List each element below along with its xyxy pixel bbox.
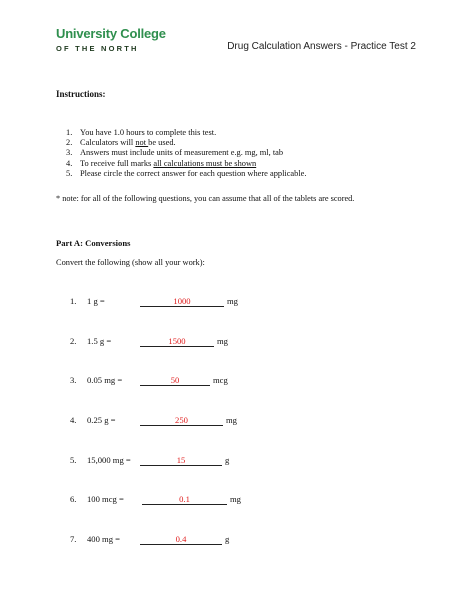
question-expression: 1.5 g = (87, 336, 112, 346)
answer-blank: 0.4 (140, 534, 222, 545)
instruction-text: Calculators will not be used. (80, 138, 176, 148)
instruction-item-1 (66, 128, 306, 138)
instruction-text: To receive full marks all calculations must be shown (80, 158, 257, 168)
question-number: 6. (70, 494, 77, 504)
answer-unit: g (225, 534, 230, 544)
answer-unit: g (225, 455, 230, 465)
instruction-text: Answers must include units of measurement e.g. mg, ml, tab (80, 148, 284, 158)
answer-blank: 250 (140, 415, 223, 426)
question-number: 2. (70, 336, 77, 346)
question-number: 1. (70, 296, 77, 306)
answer-blank: 50 (140, 375, 210, 386)
tablets-note: * note: for all of the following questions, you can assume that all of the tablets are scored. (56, 194, 355, 203)
instruction-item-5 (66, 169, 306, 179)
instruction-item-2 (66, 138, 306, 148)
question-number: 3. (70, 375, 77, 385)
instruction-number: 4. (66, 158, 73, 168)
instruction-number: 5. (66, 168, 73, 178)
question-expression: 400 mg = (87, 534, 121, 544)
logo-line-1: University College (56, 26, 166, 41)
instruction-text: Please circle the correct answer for each question where applicable. (80, 168, 307, 178)
answer-blank: 0.1 (142, 494, 227, 505)
question-expression: 15,000 mg = (87, 455, 131, 465)
question-number: 5. (70, 455, 77, 465)
answer-unit: mg (217, 336, 228, 346)
question-expression: 100 mcg = (87, 494, 124, 504)
instructions-heading: Instructions: (56, 89, 106, 99)
answer-blank: 1500 (140, 336, 214, 347)
instruction-number: 3. (66, 148, 73, 158)
answer-unit: mg (227, 296, 238, 306)
instruction-item-4 (66, 159, 306, 169)
instruction-item-3 (66, 148, 306, 158)
answer-blank: 1000 (140, 296, 224, 307)
instruction-text: You have 1.0 hours to complete this test. (80, 128, 217, 137)
answer-unit: mcg (213, 375, 228, 385)
document-title: Drug Calculation Answers - Practice Test 2 (227, 41, 416, 52)
question-expression: 1 g = (87, 296, 105, 306)
question-number: 7. (70, 534, 77, 544)
question-expression: 0.05 mg = (87, 375, 123, 385)
answer-unit: mg (230, 494, 241, 504)
logo-line-2: OF THE NORTH (56, 44, 139, 53)
answer-unit: mg (226, 415, 237, 425)
part-a-prompt: Convert the following (show all your work): (56, 258, 205, 267)
answer-blank: 15 (140, 455, 222, 466)
instructions-list (66, 128, 306, 179)
part-a-heading: Part A: Conversions (56, 238, 131, 248)
instruction-number: 1. (66, 128, 73, 137)
question-number: 4. (70, 415, 77, 425)
university-logo (56, 27, 166, 53)
instruction-number: 2. (66, 138, 73, 148)
question-expression: 0.25 g = (87, 415, 116, 425)
